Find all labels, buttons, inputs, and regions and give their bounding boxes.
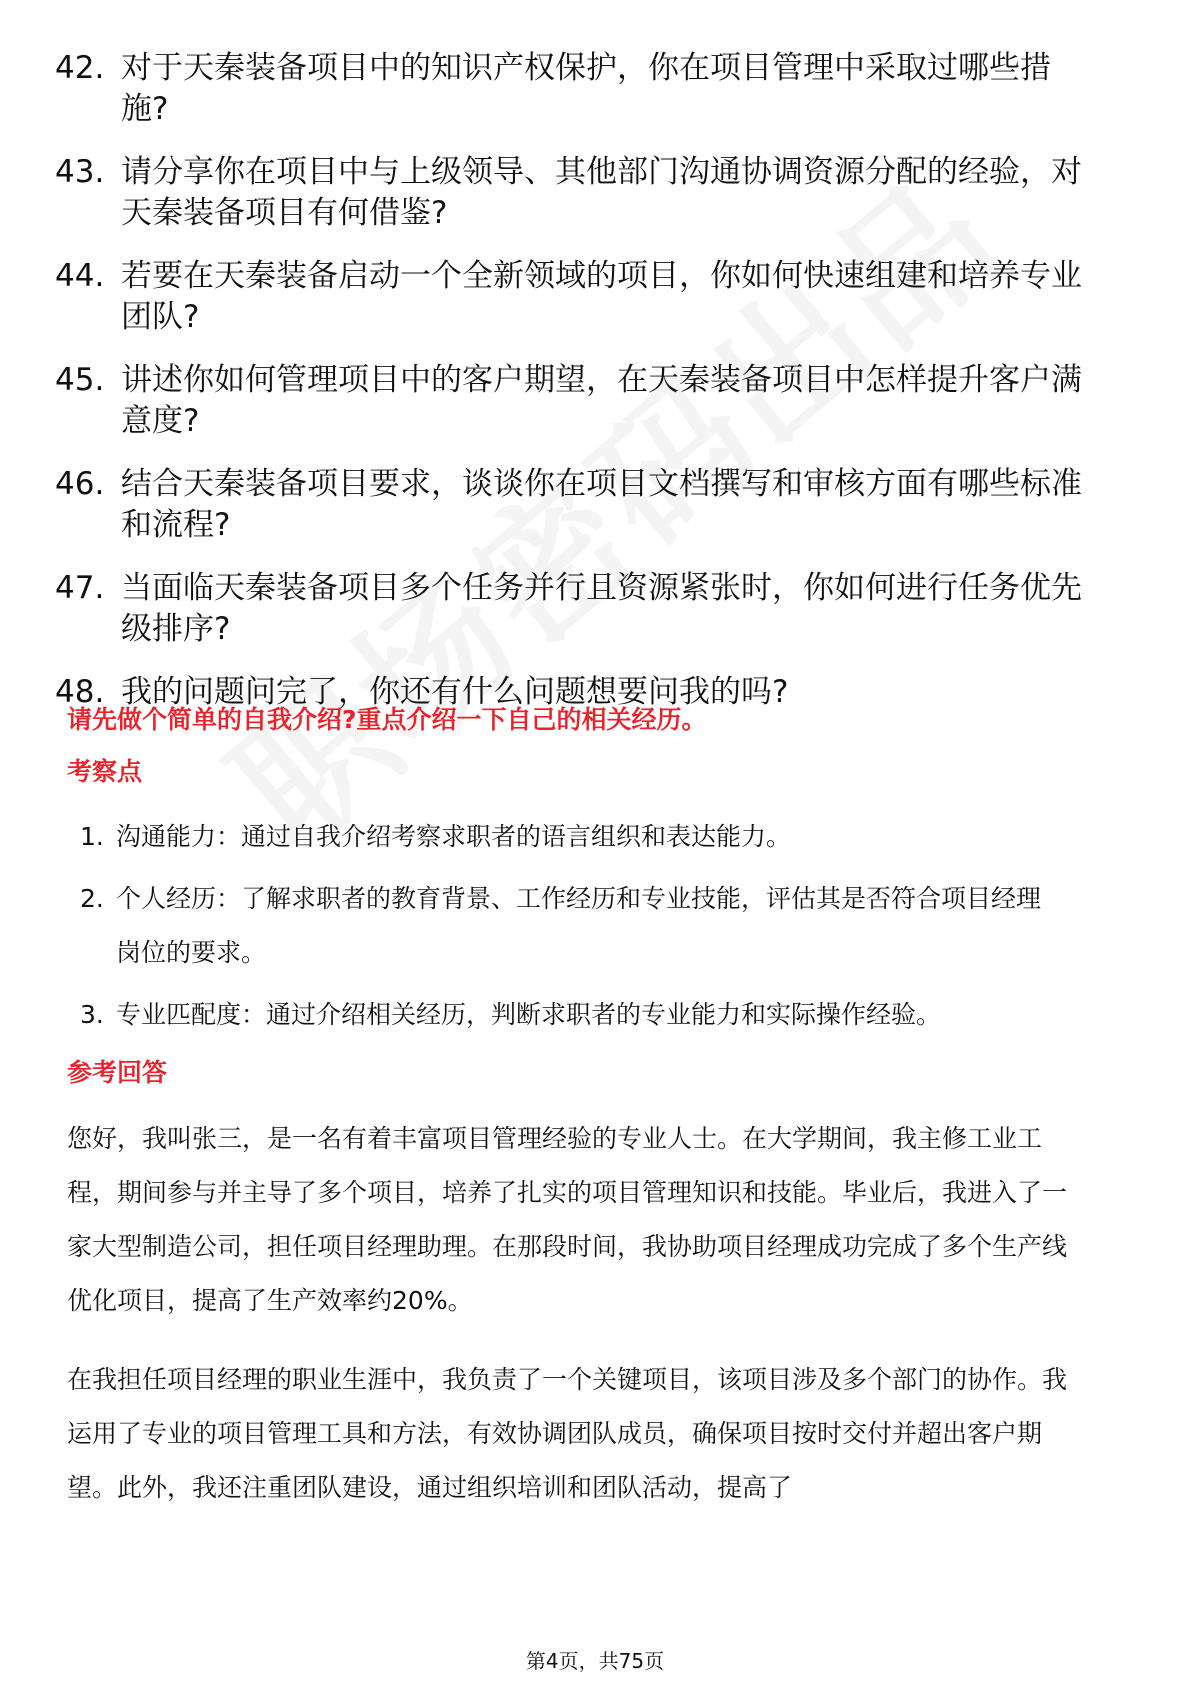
question-text: 对于天秦装备项目中的知识产权保护，你在项目管理中采取过哪些措施? (121, 50, 1051, 127)
point-number: 2. (80, 884, 104, 913)
question-number: 44. (55, 258, 105, 294)
point-number: 1. (80, 822, 104, 851)
list-item (80, 872, 1080, 980)
question-number: 45. (55, 362, 105, 398)
point-text: 个人经历：了解求职者的教育背景、工作经历和专业技能，评估其是否符合项目经理岗位的要求。 (116, 884, 1042, 967)
question-text: 若要在天秦装备启动一个全新领域的项目，你如何快速组建和培养专业团队? (121, 258, 1082, 335)
question-text: 讲述你如何管理项目中的客户期望，在天秦装备项目中怎样提升客户满意度? (121, 362, 1082, 439)
question-text: 我的问题问完了，你还有什么问题想要问我的吗? (121, 674, 789, 710)
question-number: 43. (55, 154, 105, 190)
highlight-question: 请先做个简单的自我介绍?重点介绍一下自己的相关经历。 (67, 705, 707, 734)
question-text: 结合天秦装备项目要求，谈谈你在项目文档撰写和审核方面有哪些标准和流程? (121, 466, 1082, 543)
point-text: 沟通能力：通过自我介绍考察求职者的语言组织和表达能力。 (116, 822, 792, 851)
answer-paragraph: 您好，我叫张三，是一名有着丰富项目管理经验的专业人士。在大学期间，我主修工业工程，期间参与并主导了多个项目，培养了扎实的项目管理知识和技能。毕业后，我进入了一家大型制造公司，担任项目经理助理。在那段时间，我协助项目经理成功完成了多个生产线优化项目，提高了生产效率约20%。 (67, 1124, 1068, 1315)
list-item (55, 568, 1135, 650)
list-item (55, 464, 1135, 546)
point-number: 3. (80, 1000, 104, 1029)
list-item (55, 152, 1135, 234)
question-number: 42. (55, 50, 105, 86)
question-list (55, 48, 1135, 735)
list-item (80, 988, 1080, 1042)
question-text: 请分享你在项目中与上级领导、其他部门沟通协调资源分配的经验，对天秦装备项目有何借鉴? (121, 154, 1082, 231)
list-item (55, 360, 1135, 442)
exam-points-heading: 考察点 (67, 757, 143, 786)
question-text: 当面临天秦装备项目多个任务并行且资源紧张时，你如何进行任务优先级排序? (121, 570, 1082, 647)
list-item (55, 256, 1135, 338)
answer-paragraph: 在我担任项目经理的职业生涯中，我负责了一个关键项目，该项目涉及多个部门的协作。我运用了专业的项目管理工具和方法，有效协调团队成员，确保项目按时交付并超出客户期望。此外，我还注重团队建设，通过组织培训和团队活动，提高了 (67, 1365, 1068, 1502)
question-number: 46. (55, 466, 105, 502)
question-number: 48. (55, 674, 105, 710)
exam-points-list (80, 810, 1080, 1050)
list-item (80, 810, 1080, 864)
question-number: 47. (55, 570, 105, 606)
list-item (55, 48, 1135, 130)
reference-answer-heading: 参考回答 (67, 1058, 168, 1087)
point-text: 专业匹配度：通过介绍相关经历，判断求职者的专业能力和实际操作经验。 (116, 1000, 942, 1029)
page-footer: 第4页，共75页 (525, 1649, 665, 1673)
